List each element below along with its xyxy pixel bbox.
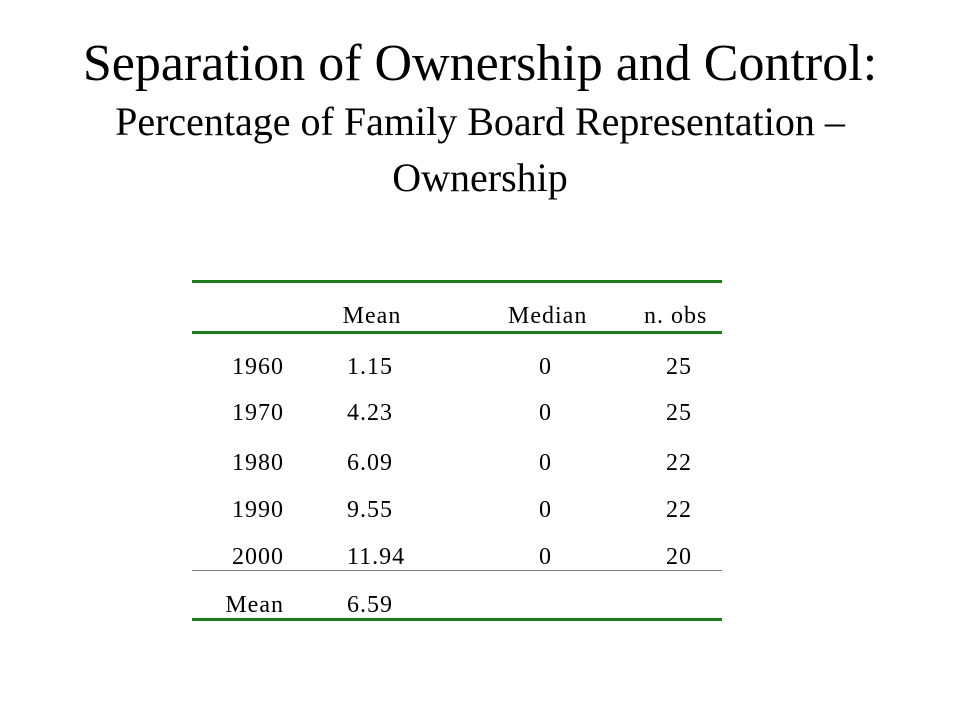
header-median: Median bbox=[508, 303, 588, 329]
row-mean: 1.15 bbox=[347, 354, 393, 380]
row-year: 2000 bbox=[232, 544, 284, 570]
row-mean: 6.09 bbox=[347, 450, 393, 476]
header-mean: Mean bbox=[342, 303, 402, 329]
row-nobs: 22 bbox=[666, 450, 692, 476]
row-year: 1970 bbox=[232, 400, 284, 426]
table-bottom-rule bbox=[192, 618, 722, 621]
header-nobs: n. obs bbox=[644, 303, 708, 329]
row-mean: 11.94 bbox=[347, 544, 406, 570]
row-nobs: 25 bbox=[666, 400, 692, 426]
summary-label: Mean bbox=[225, 592, 284, 618]
row-year: 1980 bbox=[232, 450, 284, 476]
row-median: 0 bbox=[539, 450, 552, 476]
summary-mean: 6.59 bbox=[347, 592, 393, 618]
slide-title bbox=[0, 34, 960, 206]
row-year: 1960 bbox=[232, 354, 284, 380]
table-header-rule bbox=[192, 331, 722, 334]
row-median: 0 bbox=[539, 400, 552, 426]
row-median: 0 bbox=[539, 544, 552, 570]
title-subtitle-line2: Ownership bbox=[392, 155, 568, 200]
row-nobs: 25 bbox=[666, 354, 692, 380]
title-main: Separation of Ownership and Control: bbox=[82, 35, 878, 92]
row-mean: 9.55 bbox=[347, 497, 393, 523]
row-nobs: 22 bbox=[666, 497, 692, 523]
row-nobs: 20 bbox=[666, 544, 692, 570]
row-mean: 4.23 bbox=[347, 400, 393, 426]
row-year: 1990 bbox=[232, 497, 284, 523]
table-summary-divider bbox=[192, 570, 722, 571]
title-subtitle-line1: Percentage of Family Board Representation – bbox=[115, 99, 845, 144]
row-median: 0 bbox=[539, 497, 552, 523]
table-top-rule bbox=[192, 280, 722, 283]
row-median: 0 bbox=[539, 354, 552, 380]
